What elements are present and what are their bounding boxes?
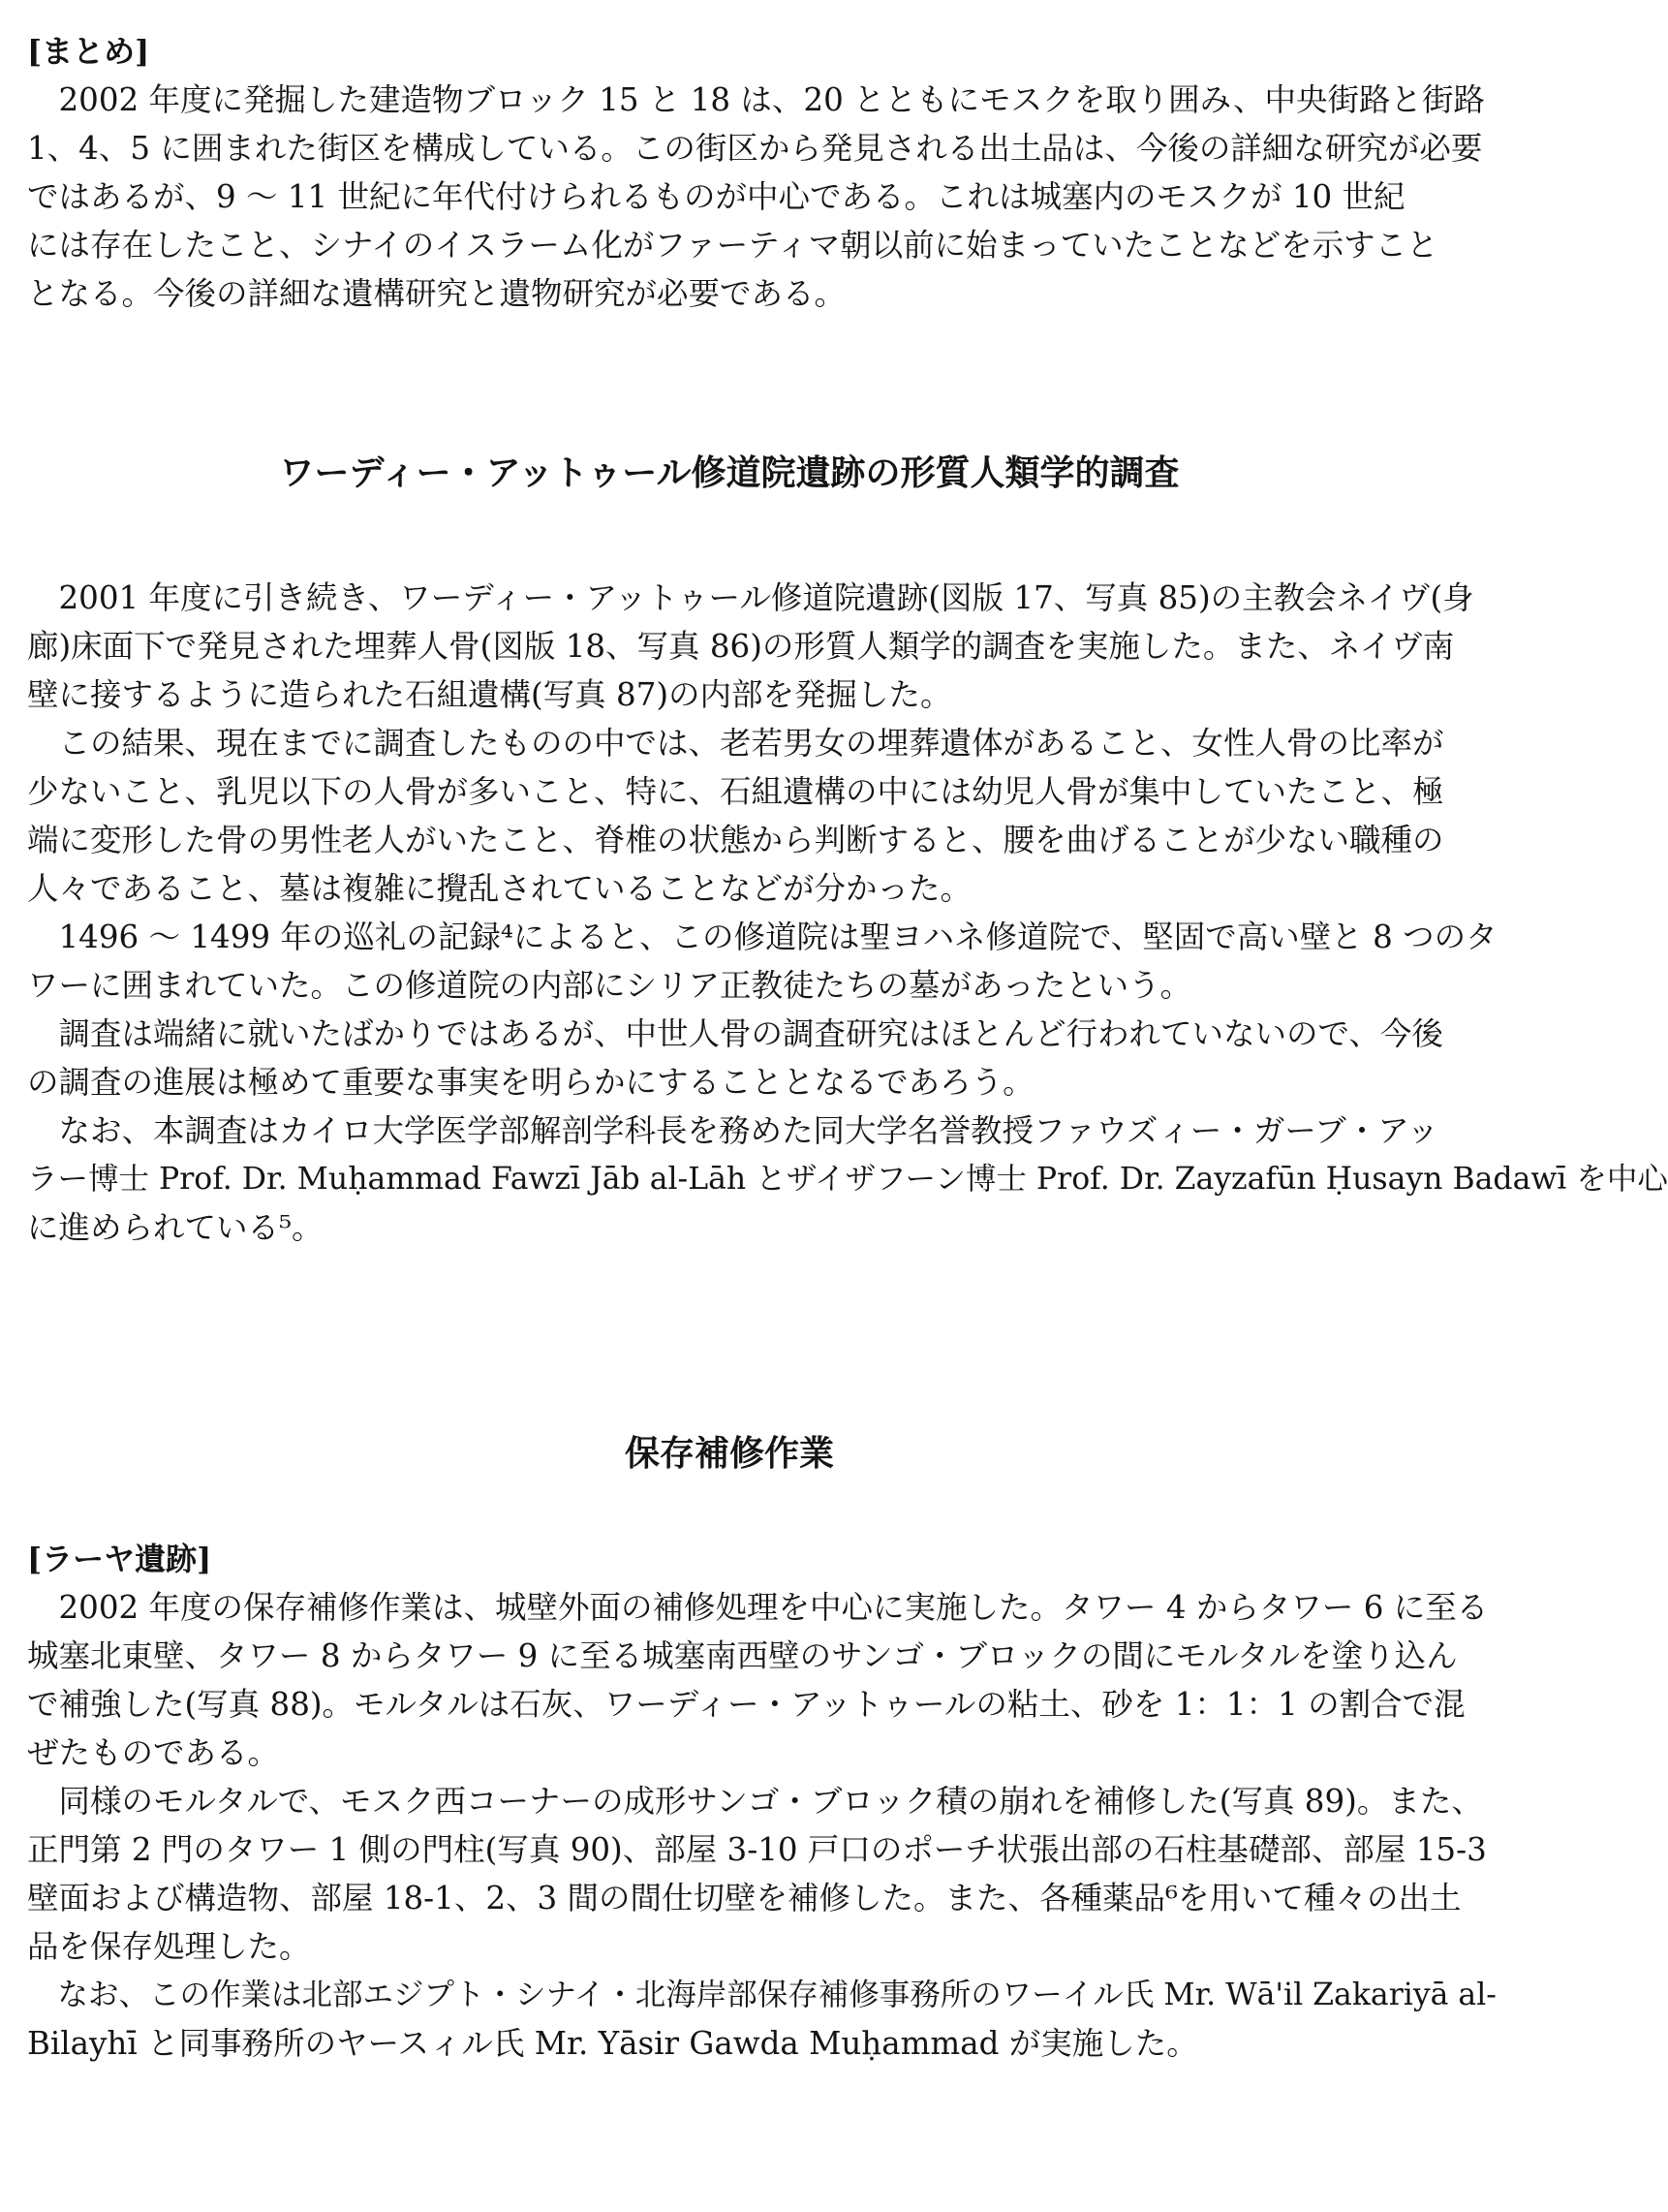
text-line: 少ないこと、乳児以下の人骨が多いこと、特に、石組遺構の中には幼児人骨が集中していたこと、極 (27, 773, 1444, 810)
conservation-body (27, 1583, 1497, 2068)
text-line: には存在したこと、シナイのイスラーム化がファーティマ朝以前に始まっていたことなどを示すこと (27, 227, 1438, 264)
text-line: に進められている⁵。 (27, 1209, 324, 1246)
text-line: 廊)床面下で発見された埋葬人骨(図版 18、写真 86)の形質人類学的調査を実施した。また、ネイヴ南 (27, 628, 1455, 665)
text-line: 城塞北東壁、タワー 8 からタワー 9 に至る城塞南西壁のサンゴ・ブロックの間にモルタルを塗り込ん (27, 1637, 1458, 1674)
text-line: なお、この作業は北部エジプト・シナイ・北海岸部保存補修事務所のワーイル氏 Mr. Wā'il Zakariyā al- (27, 1978, 1497, 2012)
summary-heading: [まとめ] (27, 33, 150, 70)
text-line: 1496 ～ 1499 年の巡礼の記録⁴によると、この修道院は聖ヨハネ修道院で、堅固で高い壁と 8 つのタ (27, 919, 1498, 955)
site-heading: [ラーヤ遺跡] (27, 1541, 212, 1577)
text-line: 2002 年度に発掘した建造物ブロック 15 と 18 は、20 とともにモスクを取り囲み、中央街路と街路 (27, 81, 1486, 118)
summary-paragraph (27, 76, 1486, 318)
text-line: 壁面および構造物、部屋 18-1、2、3 間の間仕切壁を補修した。また、各種薬品⁶を用いて種々の出土 (27, 1880, 1462, 1916)
text-line: 正門第 2 門のタワー 1 側の門柱(写真 90)、部屋 3-10 戸口のポーチ状張出部の石柱基礎部、部屋 15-3 (27, 1831, 1487, 1868)
text-line: ではあるが、9 ～ 11 世紀に年代付けられるものが中心である。これは城塞内のモスクが 10 世紀 (27, 178, 1405, 215)
text-line: 壁に接するように造られた石組遺構(写真 87)の内部を発掘した。 (27, 676, 952, 713)
summary-section (27, 27, 1486, 318)
section-title: ワーディー・アットゥール修道院遺跡の形質人類学的調査 (279, 452, 1180, 493)
text-line: Bilayhī と同事務所のヤースィル氏 Mr. Yāsir Gawda Muḥammad が実施した。 (27, 2025, 1198, 2062)
section-title: 保存補修作業 (624, 1433, 834, 1474)
text-line: ラー博士 Prof. Dr. Muḥammad Fawzī Jāb al-Lāh とザイザフーン博士 Prof. Dr. Zayzafūn Ḥusayn Badawī を中心 (27, 1162, 1668, 1197)
text-line: 端に変形した骨の男性老人がいたこと、脊椎の状態から判断すると、腰を曲げることが少ない職種の (27, 822, 1444, 858)
text-line: 2001 年度に引き続き、ワーディー・アットゥール修道院遺跡(図版 17、写真 85)の主教会ネイヴ(身 (27, 579, 1474, 616)
text-line: 人々であること、墓は複雑に攪乱されていることなどが分かった。 (27, 870, 973, 907)
conservation-section (27, 1424, 1497, 2068)
text-line: この結果、現在までに調査したものの中では、老若男女の埋葬遺体があること、女性人骨の比率が (27, 725, 1444, 762)
text-line: で補強した(写真 88)。モルタルは石灰、ワーディー・アットゥールの粘土、砂を 1：1：1 の割合で混 (27, 1686, 1466, 1723)
text-line: 2002 年度の保存補修作業は、城壁外面の補修処理を中心に実施した。タワー 4 からタワー 6 に至る (27, 1589, 1489, 1626)
text-line: 同様のモルタルで、モスク西コーナーの成形サンゴ・ブロック積の崩れを補修した(写真 89)。また、 (27, 1783, 1483, 1820)
text-line: 調査は端緒に就いたばかりではあるが、中世人骨の調査研究はほとんど行われていないので、今後 (27, 1015, 1443, 1052)
anthropology-section (27, 444, 1668, 1252)
text-line: ぜたものである。 (27, 1734, 280, 1771)
text-line: 1、4、5 に囲まれた街区を構成している。この街区から発見される出土品は、今後の詳細な研究が必要 (27, 130, 1483, 167)
text-line: ワーに囲まれていた。この修道院の内部にシリア正教徒たちの墓があったという。 (27, 967, 1192, 1004)
anthropology-body (27, 574, 1668, 1252)
text-line: の調査の進展は極めて重要な事実を明らかにすることとなるであろう。 (27, 1064, 1035, 1101)
text-line: となる。今後の詳細な遺構研究と遺物研究が必要である。 (27, 275, 847, 312)
text-line: 品を保存処理した。 (27, 1928, 311, 1965)
text-line: なお、本調査はカイロ大学医学部解剖学科長を務めた同大学名誉教授ファウズィー・ガーブ・アッ (27, 1112, 1438, 1149)
